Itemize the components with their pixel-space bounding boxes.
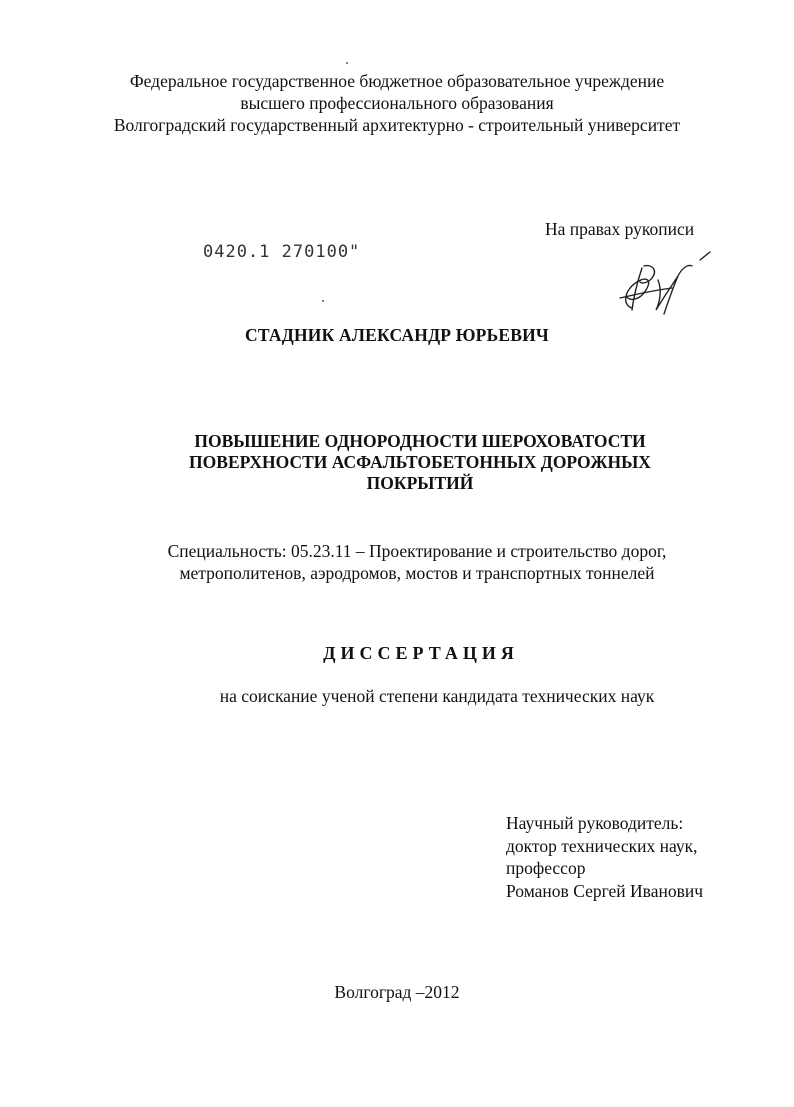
degree-statement: на соискание ученой степени кандидата технических наук [219,686,655,706]
institution-line-1: Федеральное государственное бюджетное образовательное учреждение [129,71,665,91]
institution-line-2: высшего профессионального образования [240,93,554,113]
registration-stamp: 0420.1 270100" [203,242,361,262]
supervisor-name: Романов Сергей Иванович [506,880,704,901]
author-name: СТАДНИК АЛЕКСАНДР ЮРЬЕВИЧ [245,325,549,345]
supervisor-degree: доктор технических наук, [506,835,698,856]
scan-speck [322,300,324,302]
supervisor-label: Научный руководитель: [506,813,684,833]
specialty-line-1: Специальность: 05.23.11 – Проектирование и строительство дорог, [167,541,667,561]
supervisor-rank: профессор [506,858,586,878]
signature-icon [612,250,717,320]
supervisor-block [506,812,703,902]
institution-line-3: Волгоградский государственный архитектурно - строительный университет [113,115,681,135]
title-line-1: ПОВЫШЕНИЕ ОДНОРОДНОСТИ ШЕРОХОВАТОСТИ [194,431,646,451]
city-year [0,982,794,1003]
manuscript-rights-note: На правах рукописи [545,219,695,239]
dissertation-title [130,431,710,494]
city-year-text: Волгоград –2012 [334,982,460,1002]
title-line-2: ПОВЕРХНОСТИ АСФАЛЬТОБЕТОННЫХ ДОРОЖНЫХ [189,452,651,472]
institution-header [0,70,794,136]
specialty [0,540,794,584]
document-type: ДИССЕРТАЦИЯ [323,643,519,663]
title-line-3: ПОКРЫТИЙ [366,473,474,493]
specialty-line-2: метрополитенов, аэродромов, мостов и транспортных тоннелей [179,563,655,583]
scan-speck [346,62,348,64]
